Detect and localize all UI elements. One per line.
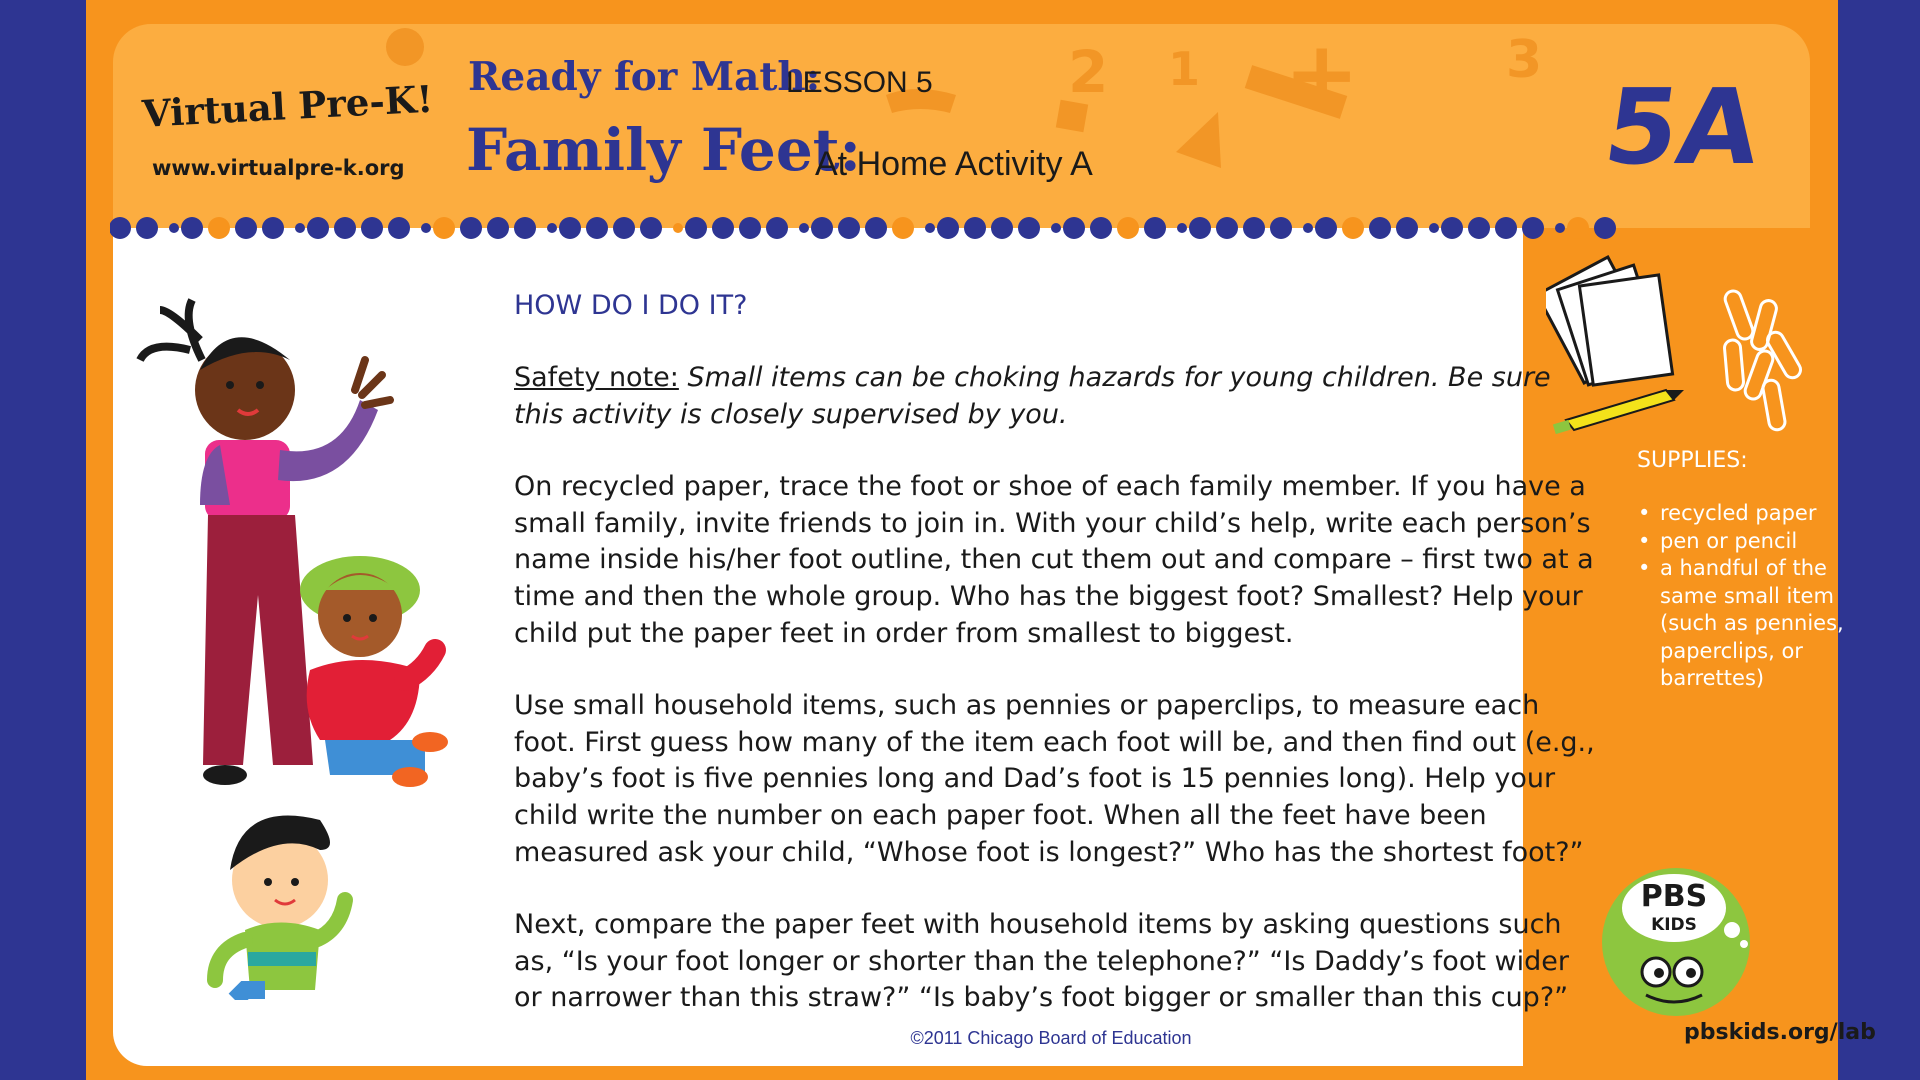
- border-dot: [892, 217, 914, 239]
- border-dot: [811, 217, 833, 239]
- border-dot: [1189, 217, 1211, 239]
- border-dot: [1396, 217, 1418, 239]
- border-dot: [1018, 217, 1040, 239]
- paragraph-compare: Next, compare the paper feet with household items by asking questions such as, “Is your foot longer or shorter than the telephone?” “Is Daddy’s foot wider or narrower than this straw?” “Is baby’s foot bigger or smaller than this cup?”: [514, 909, 1569, 1014]
- lesson-label: LESSON 5: [786, 66, 933, 99]
- border-dot: [964, 217, 986, 239]
- safety-label: Safety note:: [514, 362, 679, 393]
- border-dot: [181, 217, 203, 239]
- border-dot: [673, 223, 683, 233]
- border-dot: [1495, 217, 1517, 239]
- decor-number-1: 1: [1168, 42, 1201, 96]
- border-dot: [1270, 217, 1292, 239]
- pbs-logo-line2: KIDS: [1651, 915, 1697, 935]
- supplies-title: SUPPLIES:: [1637, 448, 1748, 473]
- border-dot: [1594, 217, 1616, 239]
- pbs-logo-line1: PBS: [1640, 879, 1708, 914]
- decor-number-2: 2: [1068, 38, 1109, 106]
- triangle-shape-icon: [1176, 112, 1221, 168]
- border-dot: [334, 217, 356, 239]
- border-dot: [766, 217, 788, 239]
- border-dot: [136, 217, 158, 239]
- supply-item: • pen or pencil: [1638, 528, 1868, 556]
- decor-plus-sign: +: [1284, 22, 1360, 127]
- border-dot: [514, 217, 536, 239]
- border-dot: [487, 217, 509, 239]
- circle-shape-icon: [386, 28, 424, 66]
- paragraph-measure: Use small household items, such as pennies or paperclips, to measure each foot. First guess how many of the item each foot will be, and then find out (e.g., baby’s foot is five pennies long and Dad’s foot is 15 pennies long). Help your child write the number on each paper foot. When all the feet have been measured ask your child, “Whose foot is longest?” Who has the shortest foot?”: [514, 690, 1595, 868]
- border-dot: [991, 217, 1013, 239]
- border-dot: [1522, 217, 1544, 239]
- border-dot: [1555, 223, 1565, 233]
- border-dot: [1063, 217, 1085, 239]
- copyright: ©2011 Chicago Board of Education: [910, 1028, 1192, 1048]
- pbs-kids-logo: [1596, 860, 1776, 1025]
- brand-name: Virtual Pre-K!: [141, 76, 435, 136]
- decor-number-3: 3: [1506, 30, 1543, 90]
- border-dot: [1144, 217, 1166, 239]
- border-dot: [1216, 217, 1238, 239]
- border-dot: [208, 217, 230, 239]
- border-dot: [640, 217, 662, 239]
- border-dot: [799, 223, 809, 233]
- border-dot: [1342, 217, 1364, 239]
- border-dot: [838, 217, 860, 239]
- border-dot: [421, 223, 431, 233]
- how-heading: HOW DO I DO IT?: [514, 290, 748, 321]
- dotted-border: [110, 214, 1620, 242]
- border-dot: [307, 217, 329, 239]
- border-dot: [295, 223, 305, 233]
- border-dot: [1567, 217, 1589, 239]
- border-dot: [685, 217, 707, 239]
- border-dot: [613, 217, 635, 239]
- border-dot: [1369, 217, 1391, 239]
- border-dot: [1177, 223, 1187, 233]
- border-dot: [1051, 223, 1061, 233]
- border-dot: [586, 217, 608, 239]
- activity-code: 5A: [1597, 66, 1768, 188]
- activity-title: Family Feet:: [466, 116, 861, 184]
- pbs-url: pbskids.org/lab: [1684, 1020, 1876, 1045]
- paper-stack-icon: [1546, 257, 1673, 385]
- supplies-illustration: [1546, 250, 1846, 440]
- activity-sheet: [86, 0, 1876, 1080]
- supply-item: • a handful of the same small item (such as pennies, paperclips, or barrettes): [1638, 555, 1868, 693]
- border-dot: [712, 217, 734, 239]
- border-dot: [1303, 223, 1313, 233]
- border-dot: [361, 217, 383, 239]
- border-dot: [925, 223, 935, 233]
- border-dot: [235, 217, 257, 239]
- pencil-icon: [1553, 390, 1684, 434]
- border-dot: [433, 217, 455, 239]
- children-illustration: [130, 280, 460, 1000]
- border-dot: [739, 217, 761, 239]
- border-dot: [559, 217, 581, 239]
- paperclip-icon: [1723, 289, 1803, 431]
- safety-text: Small items can be choking hazards for young children. Be sure this activity is closely supervised by you.: [514, 362, 1551, 430]
- series-title: Ready for Math:: [468, 54, 821, 100]
- border-dot: [1429, 223, 1439, 233]
- border-dot: [1441, 217, 1463, 239]
- border-dot: [388, 217, 410, 239]
- safety-note: [514, 360, 1604, 433]
- border-dot: [547, 223, 557, 233]
- border-dot: [169, 223, 179, 233]
- border-dot: [1243, 217, 1265, 239]
- instructions: [514, 288, 1604, 1053]
- border-dot: [1117, 217, 1139, 239]
- border-dot: [1090, 217, 1112, 239]
- brand-url: www.virtualpre-k.org: [152, 156, 405, 180]
- supplies-list: [1638, 500, 1868, 693]
- border-dot: [460, 217, 482, 239]
- border-dot: [110, 217, 131, 239]
- activity-subtitle: At Home Activity A: [815, 145, 1093, 183]
- supply-item: • recycled paper: [1638, 500, 1868, 528]
- border-dot: [262, 217, 284, 239]
- paragraph-trace-feet: On recycled paper, trace the foot or shoe of each family member. If you have a small family, invite friends to join in. With your child’s help, write each person’s name inside his/her foot outline, then cut them out and compare – first two at a time and then the whole group. Who has the biggest foot? Smallest? Help your child put the paper feet in order from smallest to biggest.: [514, 471, 1594, 649]
- border-dot: [865, 217, 887, 239]
- border-dot: [1468, 217, 1490, 239]
- border-dot: [937, 217, 959, 239]
- border-dot: [1315, 217, 1337, 239]
